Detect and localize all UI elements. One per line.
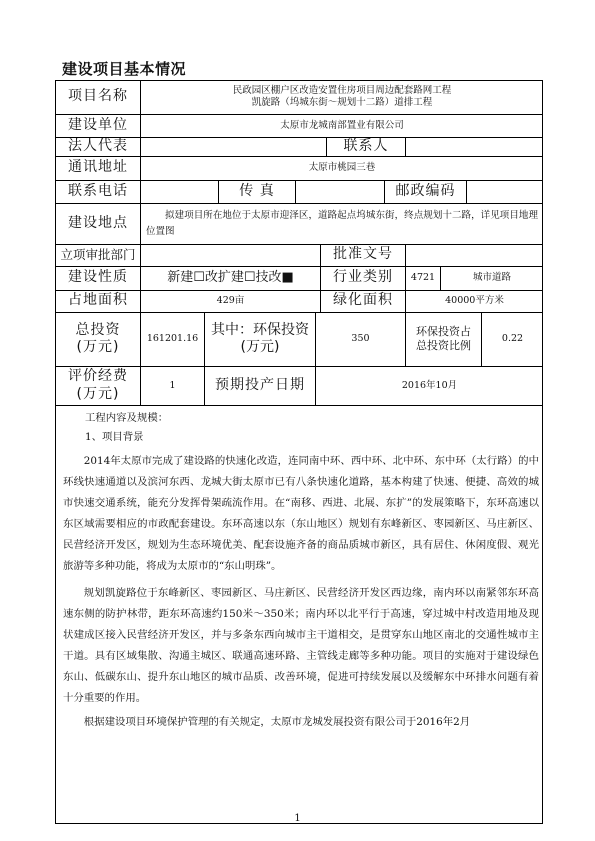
- phone-value: [141, 180, 218, 203]
- industry-value: 城市道路: [472, 272, 511, 284]
- eval-fee-unit: (万元): [76, 385, 120, 402]
- total-invest-unit: (万元): [76, 339, 120, 355]
- env-ratio-label-2: 总投资比例: [416, 339, 471, 352]
- approval-dept-value: [141, 244, 320, 266]
- location-value: 拟建项目所在地位于太原市迎泽区，道路起点坞城东街，终点规划十二路，详见项目地理位置图: [146, 210, 538, 237]
- unit-value: 太原市龙城南部置业有限公司: [280, 119, 404, 131]
- row-divider: [55, 405, 543, 406]
- page-number: 1: [294, 813, 301, 824]
- env-invest-value: 350: [351, 333, 370, 345]
- legal-rep-value: [141, 137, 326, 156]
- fax-label: 传 真: [239, 182, 275, 199]
- industry-code: 4721: [410, 272, 436, 284]
- address-label: 通讯地址: [68, 159, 128, 176]
- area-label: 占地面积: [68, 292, 128, 309]
- env-invest-unit: (万元): [240, 339, 280, 355]
- location-label: 建设地点: [68, 214, 128, 231]
- industry-label: 行业类别: [333, 269, 393, 286]
- col-divider: [140, 203, 141, 244]
- project-name-label: 项目名称: [68, 88, 128, 105]
- legal-rep-label: 法人代表: [68, 137, 128, 154]
- postcode-label: 邮政编码: [395, 182, 456, 199]
- contact-label: 联系人: [343, 137, 389, 154]
- unit-label: 建设单位: [68, 116, 128, 133]
- fax-value: [296, 180, 384, 203]
- operation-date-label: 预期投产日期: [215, 376, 305, 393]
- contact-value: [406, 137, 543, 156]
- paragraph: 规划凯旋路位于东峰新区、枣园新区、马庄新区、民营经济开发区西边缘，南内环以南紧邻东环高速东侧的防护林带，距东环高速约150米～350米；南内环以北平行于高速，穿过城中村改造用地及现状建成区接入民营经济开发区，并与多条东西向城市主干道相交，是贯穿东山地区南北的交通性城市主干道。具有区域集散、沟通主城区、联通高速环路、主管线走廊等多种功能。项目的实施对于建设绿色东山、低碳东山、提升东山地区的城市品质、改善环境，促进可持续发展以及缓解东中环排水问题有着十分重要的作用。: [63, 587, 539, 704]
- project-name-line1: 民政园区棚户区改造安置住房项目周边配套路网工程: [232, 85, 452, 97]
- area-value: 429亩: [216, 295, 245, 307]
- approval-no-value: [406, 244, 543, 266]
- operation-date-value: 2016年10月: [401, 379, 458, 391]
- nature-label: 建设性质: [68, 269, 128, 286]
- env-invest-label: 其中：环保投资: [211, 321, 309, 338]
- eval-fee-label: 评价经费: [68, 368, 128, 384]
- address-value: 太原市桃园三巷: [308, 162, 376, 174]
- project-name-line2: 凯旋路（坞城东街～规划十二路）道排工程: [251, 97, 433, 108]
- approval-no-label: 批准文号: [333, 246, 393, 263]
- green-area-label: 绿化面积: [333, 292, 393, 309]
- section-heading: 建设项目基本情况: [62, 60, 187, 78]
- postcode-value: [467, 180, 543, 203]
- env-ratio-label: 环保投资占: [416, 325, 471, 339]
- phone-label: 联系电话: [68, 182, 128, 199]
- paragraph: 2014年太原市完成了建设路的快速化改造，连同南中环、西中环、北中环、东中环（太行路）的中环线快速通道以及滨河东西、龙城大街太原市已有八条快速化道路，基本构建了快速、便捷、高效的城市快速交通系统，能充分发挥骨架疏流作用。在“南移、西进、北展、东扩”的发展策略下，东环高速以东区域需要相应的市政配套建设。东环高速以东（东山地区）规划有东峰新区、枣园新区、马庄新区、民营经济开发区，规划为生态环境优美、配套设施齐备的商品质城市新区，具有居住、休闲度假、观光旅游等多种功能，将成为太原市的“东山明珠”。: [63, 455, 539, 572]
- nature-value: 新建☐改扩建☐技改■: [167, 269, 294, 285]
- project-description: [63, 409, 539, 733]
- total-invest-label: 总投资: [75, 321, 121, 338]
- intro-heading: 工程内容及规模：: [85, 412, 169, 424]
- env-ratio-value: 0.22: [501, 333, 524, 345]
- paragraph: 根据建设项目环境保护管理的有关规定，太原市龙城发展投资有限公司于2016年2月: [83, 716, 471, 728]
- total-invest-value: 161201.16: [146, 333, 199, 345]
- green-area-value: 40000平方米: [445, 295, 504, 307]
- approval-dept-label: 立项审批部门: [60, 247, 136, 263]
- eval-fee-value: 1: [169, 379, 176, 391]
- section-title: 1、项目背景: [85, 431, 144, 443]
